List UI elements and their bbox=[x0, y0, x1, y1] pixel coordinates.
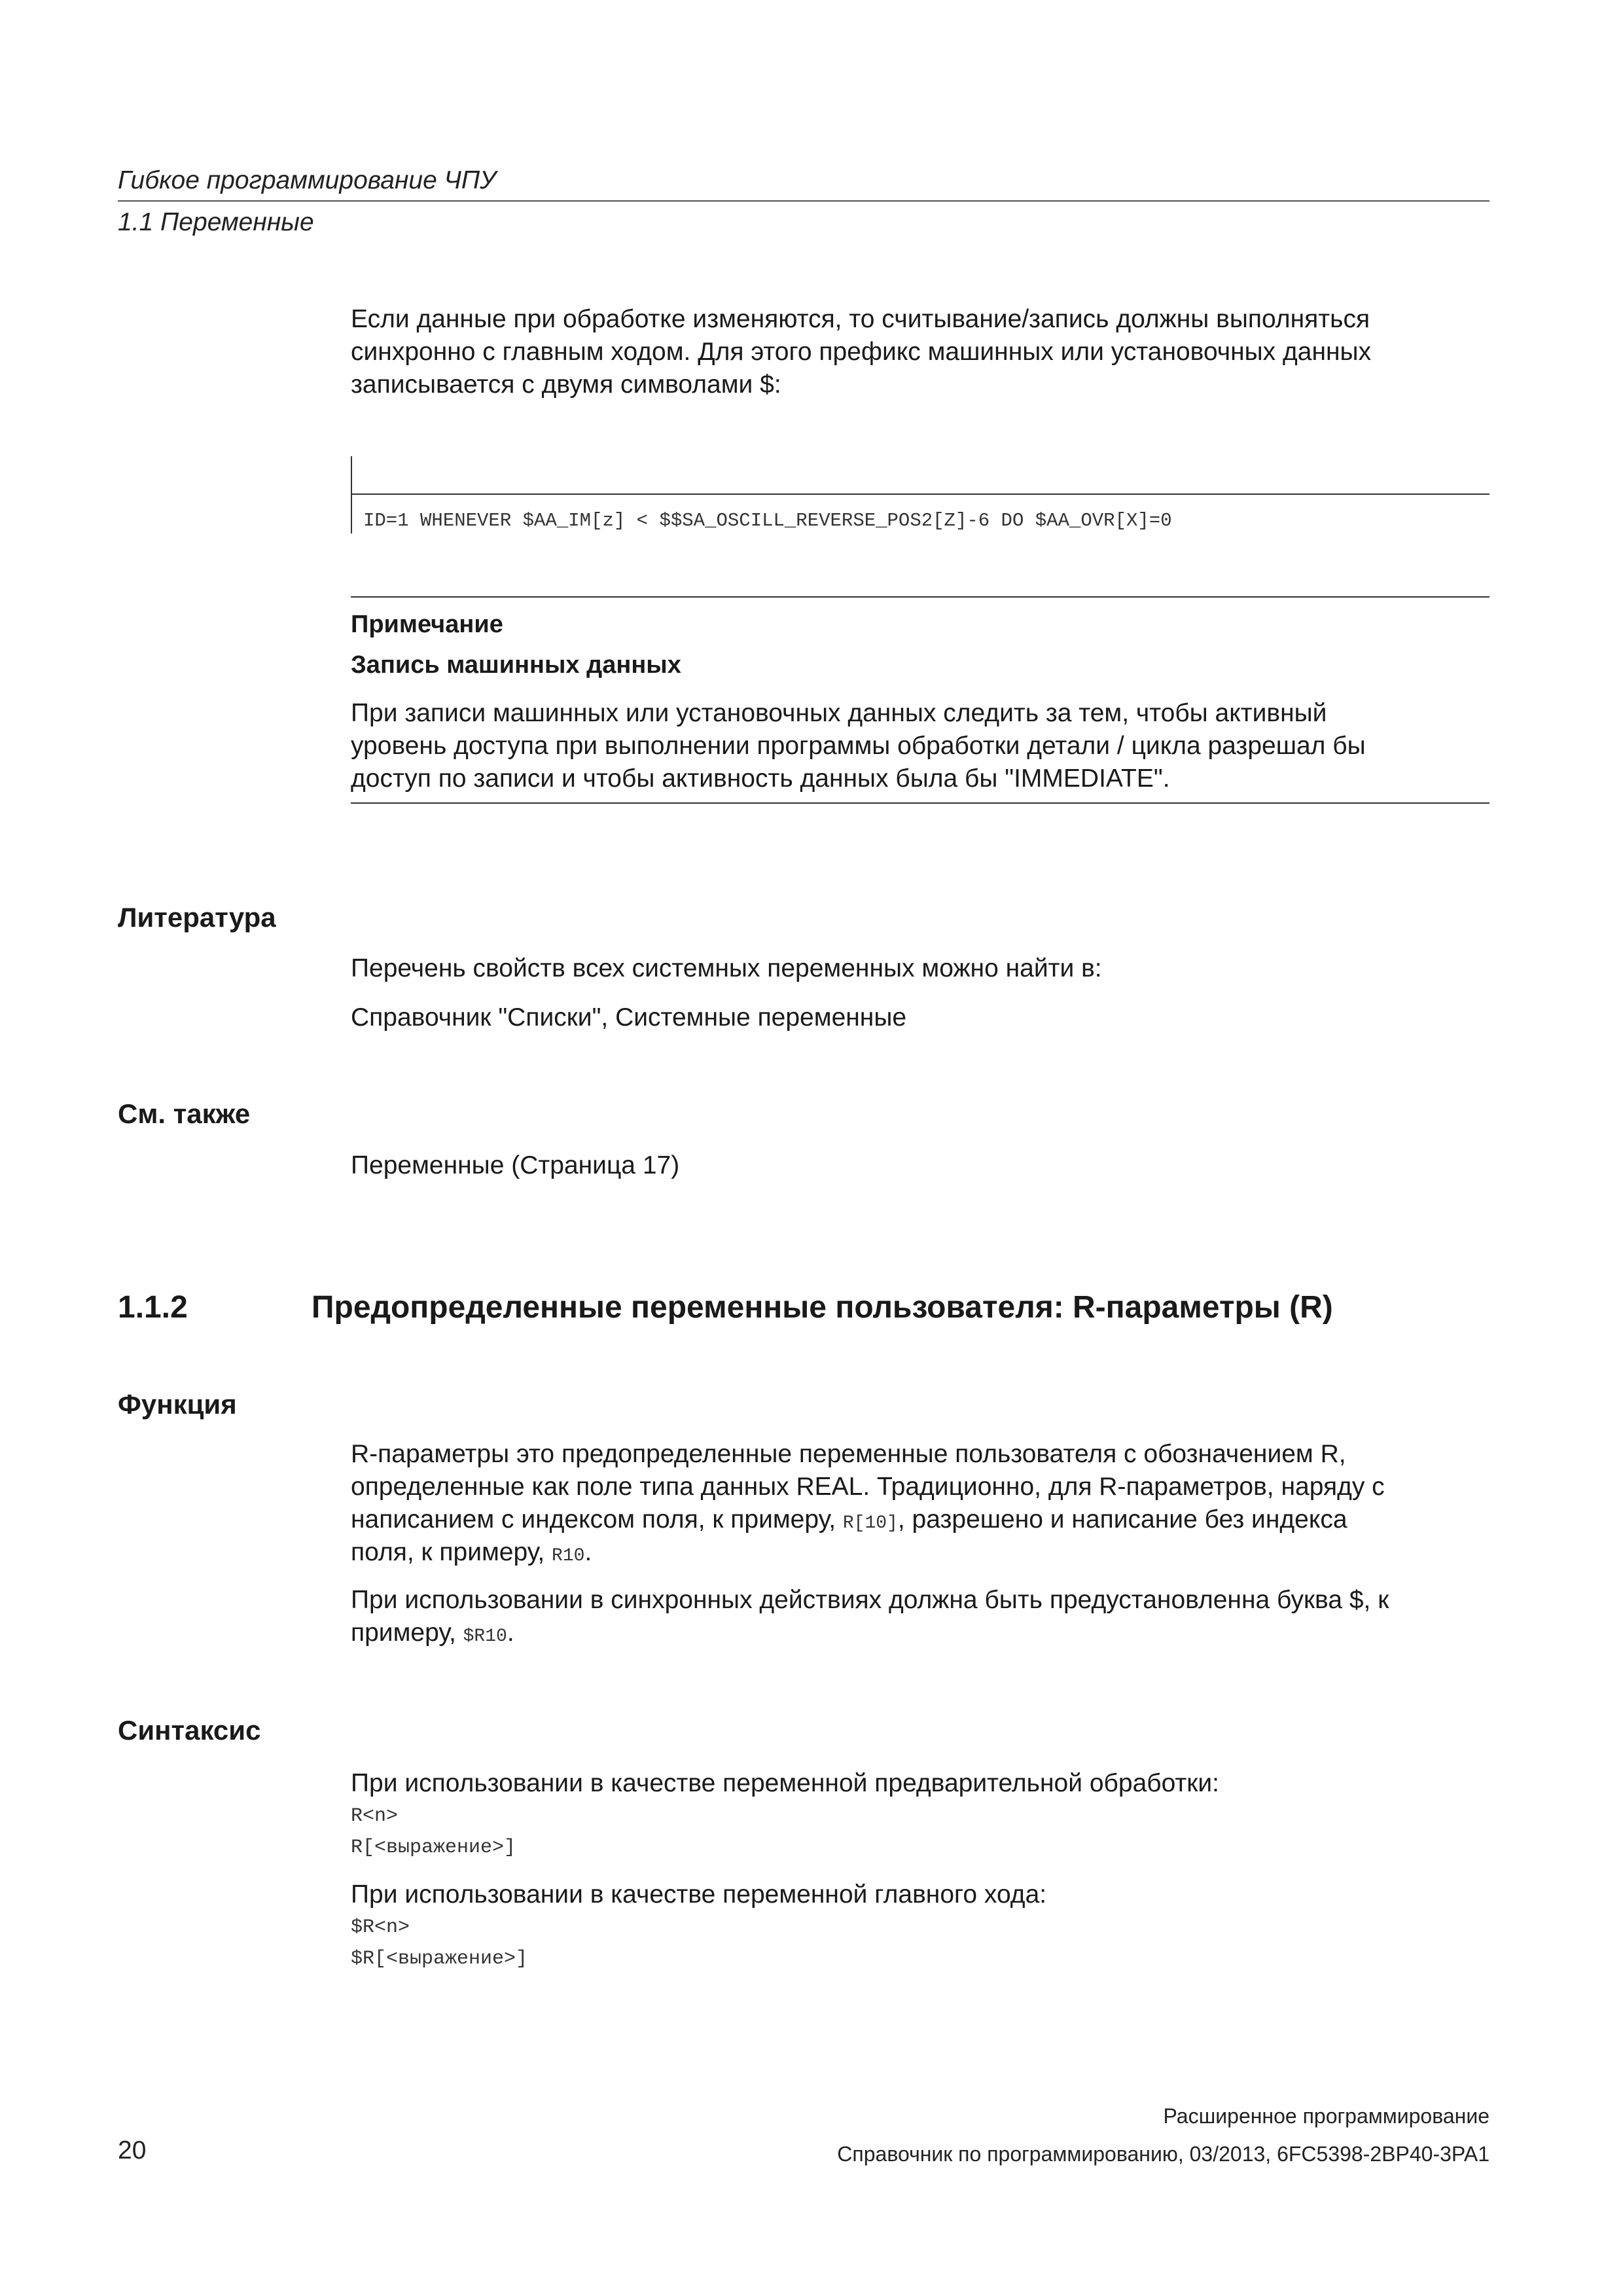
literature-line-1: Перечень свойств всех системных переменных можно найти в: bbox=[351, 954, 1102, 982]
section-title: Предопределенные переменные пользователя: R-параметры (R) bbox=[312, 1290, 1333, 1325]
syntax-main-run-code-2: $R[<выражение>] bbox=[351, 1948, 528, 1970]
header-rule bbox=[118, 200, 1489, 202]
footer-book-title: Расширенное программирование bbox=[1163, 2104, 1489, 2128]
running-header-section: 1.1 Переменные bbox=[118, 208, 314, 236]
running-header-chapter: Гибкое программирование ЧПУ bbox=[118, 166, 497, 194]
footer-book-reference: Справочник по программированию, 03/2013, 6FC5398-2BP40-3PA1 bbox=[837, 2142, 1489, 2166]
note-label: Примечание bbox=[351, 611, 503, 638]
literature-heading: Литература bbox=[118, 902, 276, 933]
function-p2-line-1: При использовании в синхронных действиях должна быть предустановленна буква $, к bbox=[351, 1586, 1389, 1614]
syntax-preprocessing-intro: При использовании в качестве переменной предварительной обработки: bbox=[351, 1769, 1219, 1797]
see-also-heading: См. также bbox=[118, 1098, 251, 1129]
syntax-main-run-code-1: $R<n> bbox=[351, 1916, 410, 1939]
function-heading: Функция bbox=[118, 1389, 237, 1420]
function-p2-line-2 bbox=[351, 1617, 1489, 1653]
see-also-link[interactable]: Переменные (Страница 17) bbox=[351, 1151, 680, 1179]
function-p1-line-3-text-a: написанием с индексом поля, к примеру, bbox=[351, 1505, 843, 1534]
intro-line-1: Если данные при обработке изменяются, то считывание/запись должны выполняться bbox=[351, 305, 1370, 333]
inline-code-r10: R10 bbox=[552, 1546, 585, 1566]
code-block-line: ID=1 WHENEVER $AA_IM[z] < $$SA_OSCILL_REVERSE_POS2[Z]-6 DO $AA_OVR[X]=0 bbox=[363, 510, 1172, 531]
syntax-preprocessing-code-1: R<n> bbox=[351, 1805, 399, 1827]
note-line-2: уровень доступа при выполнении программы обработки детали / цикла разрешал бы bbox=[351, 732, 1366, 760]
note-top-rule bbox=[351, 596, 1489, 598]
syntax-preprocessing-code-2: R[<выражение>] bbox=[351, 1837, 516, 1859]
syntax-main-run-intro: При использовании в качестве переменной главного хода: bbox=[351, 1880, 1047, 1909]
function-p2-line-2-text-a: примеру, bbox=[351, 1619, 463, 1647]
function-p1-line-3-text-b: , разрешено и написание без индекса bbox=[897, 1505, 1347, 1534]
function-p1-line-4 bbox=[351, 1536, 1489, 1573]
note-line-1: При записи машинных или установочных данных следить за тем, чтобы активный bbox=[351, 699, 1327, 727]
code-block-left-bar bbox=[351, 456, 352, 533]
syntax-heading: Синтаксис bbox=[118, 1715, 261, 1746]
note-bottom-rule bbox=[351, 802, 1489, 804]
section-number: 1.1.2 bbox=[118, 1290, 188, 1325]
function-p1-line-3 bbox=[351, 1503, 1489, 1540]
code-block-top-rule bbox=[351, 493, 1489, 495]
intro-line-2: синхронно с главным ходом. Для этого префикс машинных или установочных данных bbox=[351, 338, 1372, 366]
function-p1-line-4-text-a: поля, к примеру, bbox=[351, 1538, 552, 1566]
note-title: Запись машинных данных bbox=[351, 651, 681, 679]
inline-code-r-index: R[10] bbox=[842, 1513, 898, 1534]
function-p1-line-1: R-параметры это предопределенные переменные пользователя с обозначением R, bbox=[351, 1440, 1346, 1468]
note-line-3: доступ по записи и чтобы активность данных была бы "IMMEDIATE". bbox=[351, 764, 1170, 793]
function-p2-line-2-text-b: . bbox=[507, 1619, 514, 1647]
intro-line-3: записывается с двумя символами $: bbox=[351, 370, 781, 399]
literature-line-2: Справочник "Списки", Системные переменные bbox=[351, 1003, 907, 1031]
footer-page-number: 20 bbox=[118, 2136, 147, 2164]
function-p1-line-2: определенные как поле типа данных REAL. Традиционно, для R-параметров, наряду с bbox=[351, 1473, 1385, 1501]
function-p1-line-4-text-b: . bbox=[584, 1538, 592, 1566]
inline-code-dollar-r10: $R10 bbox=[463, 1626, 507, 1647]
